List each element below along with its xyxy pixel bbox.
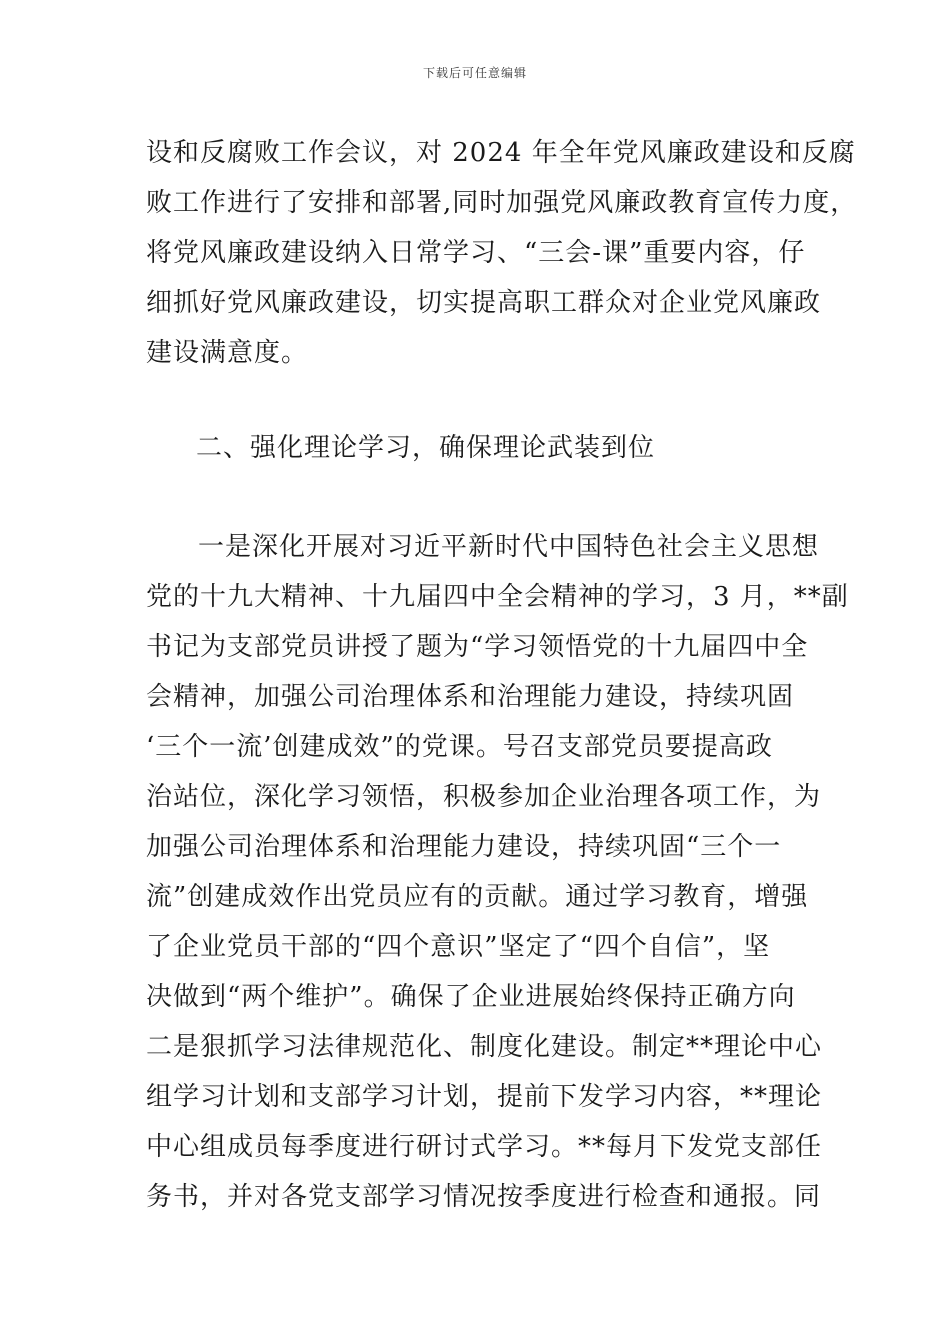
text-line: 加强公司治理体系和治理能力建设，持续巩固“三个一 bbox=[146, 832, 782, 862]
text-line: 决做到“两个维护”。确保了企业进展始终保持正确方向 bbox=[146, 982, 796, 1012]
text-line: 治站位，深化学习领悟，积极参加企业治理各项工作，为 bbox=[146, 782, 822, 812]
text-line: 会精神，加强公司治理体系和治理能力建设，持续巩固 bbox=[146, 682, 795, 712]
text-line: 败工作进行了安排和部署,同时加强党风廉政教育宣传力度， bbox=[146, 188, 858, 218]
paragraph-2 bbox=[146, 522, 849, 1222]
text-line: 细抓好党风廉政建设，切实提高职工群众对企业党风廉政 bbox=[146, 288, 822, 318]
text-line: 书记为支部党员讲授了题为“学习领悟党的十九届四中全 bbox=[146, 632, 809, 662]
text-line: ‘三个一流’创建成效”的党课。号召支部党员要提高政 bbox=[146, 732, 773, 762]
text-line: 务书，并对各党支部学习情况按季度进行检查和通报。同 bbox=[146, 1182, 822, 1212]
paragraph-1 bbox=[146, 128, 858, 378]
text-line: 了企业党员干部的“四个意识”坚定了“四个自信”，坚 bbox=[146, 932, 771, 962]
text-line: 中心组成员每季度进行研讨式学习。**每月下发党支部任 bbox=[146, 1132, 823, 1162]
text-line: 一是深化开展对习近平新时代中国特色社会主义思想 bbox=[198, 532, 820, 562]
text-line: 组学习计划和支部学习计划，提前下发学习内容，**理论 bbox=[146, 1082, 823, 1112]
text-line: 二是狠抓学习法律规范化、制度化建设。制定**理论中心 bbox=[146, 1032, 823, 1062]
text-line: 将党风廉政建设纳入日常学习、“三会-课”重要内容，仔 bbox=[146, 238, 806, 268]
text-line: 设和反腐败工作会议，对 2024 年全年党风廉政建设和反腐 bbox=[146, 138, 856, 168]
text-line: 党的十九大精神、十九届四中全会精神的学习，3 月，**副 bbox=[146, 582, 849, 612]
page-header-note: 下载后可任意编辑 bbox=[422, 66, 527, 80]
text-line: 建设满意度。 bbox=[146, 338, 309, 368]
text-line: 流”创建成效作出党员应有的贡献。通过学习教育，增强 bbox=[146, 882, 809, 912]
section-heading: 二、强化理论学习，确保理论武装到位 bbox=[196, 433, 656, 463]
